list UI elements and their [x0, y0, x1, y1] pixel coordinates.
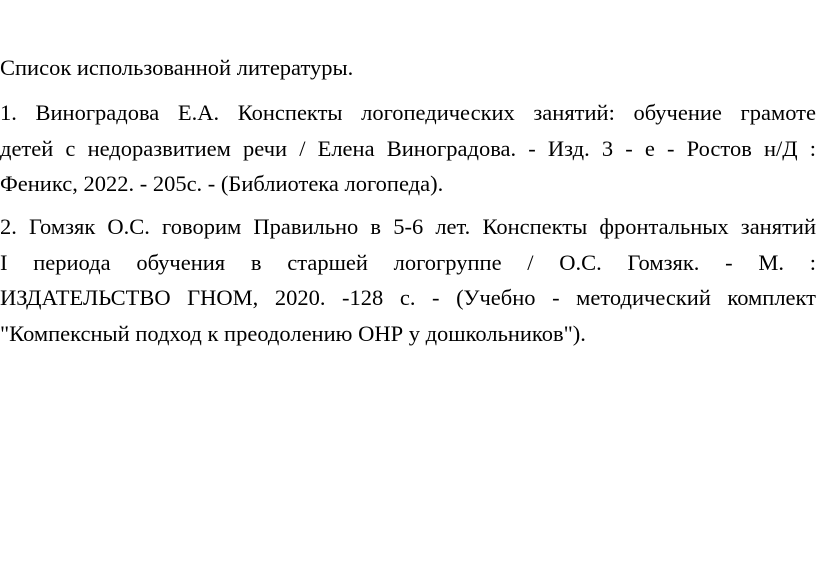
reference-item-1	[0, 95, 816, 202]
reference-item-2	[0, 209, 816, 351]
reference-2-line-3: ИЗДАТЕЛЬСТВО ГНОМ, 2020. -128 с. - (Учебно - методический комплект	[0, 285, 816, 310]
reference-1-line-3: Феникс, 2022. - 205с. - (Библиотека логопеда).	[0, 171, 444, 196]
reference-2-line-2: I периода обучения в старшей логогруппе / О.С. Гомзяк. - М. :	[0, 249, 816, 275]
reference-1-line-1: 1. Виноградова Е.А. Конспекты логопедических занятий: обучение грамоте	[0, 100, 816, 125]
reference-1-line-2: детей с недоразвитием речи / Елена Виноградова. - Изд. 3 - е - Ростов н/Д :	[0, 135, 816, 161]
reference-2-line-4: "Компексный подход к преодолению ОНР у дошкольников").	[0, 320, 586, 346]
reference-2-line-1: 2. Гомзяк О.С. говорим Правильно в 5-6 лет. Конспекты фронтальных занятий	[0, 214, 816, 239]
bibliography-heading: Список использованной литературы.	[0, 55, 354, 80]
